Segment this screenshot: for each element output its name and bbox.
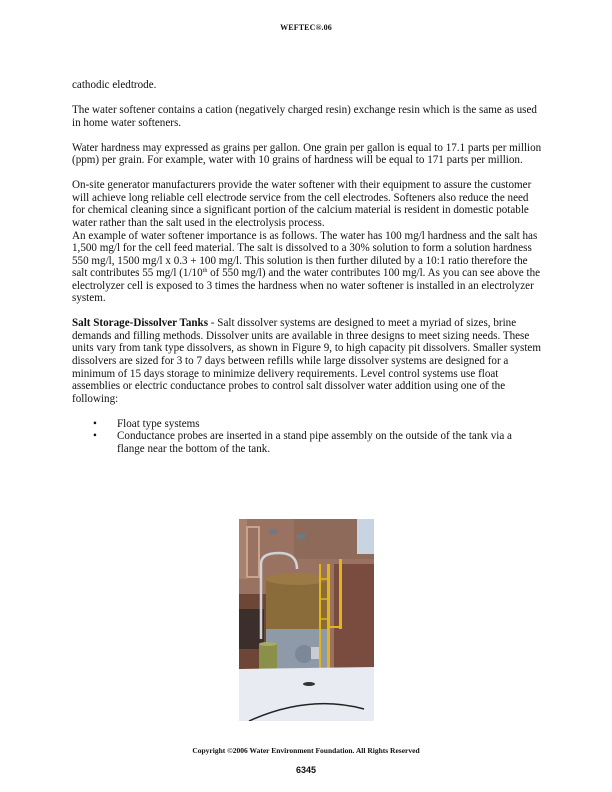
list-item-text: Float type systems bbox=[117, 417, 200, 430]
running-header: WEFTEC®.06 bbox=[280, 23, 332, 32]
list-item-text: Conductance probes are inserted in a stand pipe assembly on the outside of the tank via a flange near the bottom of the tank. bbox=[117, 430, 512, 455]
paragraph bbox=[72, 230, 542, 305]
copyright-footer: Copyright ©2006 Water Environment Foundation. All Rights Reserved bbox=[192, 746, 420, 755]
bullet-icon: • bbox=[93, 417, 97, 430]
superscript: th bbox=[202, 268, 208, 275]
list-item bbox=[72, 418, 542, 431]
text-run: of 550 mg/l) and the water contributes 100 mg/l. As you can see above the electrolyzer cell is exposed to 3 times the hardness when no water softener is installed in an electrolyzer system. bbox=[72, 267, 541, 305]
paragraph: On-site generator manufacturers provide the water softener with their equipment to assure the customer will achieve long reliable cell electrode service from the cell electrodes. Softeners also reduce the need for chemical cleaning since a significant portion of the calcium material is resident in domestic potable water rather than the salt used in the electrolysis process. bbox=[72, 179, 532, 230]
text-run: An example of water softener importance is as follows. The water has 100 mg/l hardness and the salt has 1,500 mg/l for the cell feed material. The salt is dissolved to a 30% solution to form a solution hardness 550 mg/l, 1500 mg/l x 0.3 + 100 mg/l. This solution is then further diluted by a 10:1 ratio therefore the salt contributes 55 mg/l (1/10 bbox=[72, 229, 538, 280]
paragraph: The water softener contains a cation (negatively charged resin) exchange resin which is the same as used in home water softeners. bbox=[72, 104, 537, 129]
bullet-icon: • bbox=[93, 430, 97, 443]
figure-photo bbox=[239, 519, 374, 721]
body-text bbox=[72, 79, 542, 455]
section-heading: Salt Storage-Dissolver Tanks bbox=[72, 317, 209, 330]
text-run: - Salt dissolver systems are designed to meet a myriad of sizes, brine demands and filling methods. Dissolver units are available in three designs to meet sizing needs. These units vary from tank type dissolvers, as shown in Figure 9, to high capacity pit dissolvers. Smaller system dissolvers are sized for 3 to 7 days between refills while large dissolver systems are designed for a minimum of 15 days storage to minimize delivery requirements. Level control systems use float assemblies or electric conductance probes to control salt dissolver water addition using one of the following: bbox=[72, 317, 541, 405]
page-number: 6345 bbox=[295, 765, 317, 775]
paragraph bbox=[72, 317, 542, 405]
paragraph: Water hardness may expressed as grains per gallon. One grain per gallon is equal to 17.1 parts per million (ppm) per grain. For example, water with 10 grains of hardness will be equal to 171 parts per million. bbox=[72, 141, 542, 167]
bullet-list bbox=[72, 418, 542, 456]
list-item bbox=[72, 430, 542, 455]
paragraph: cathodic eledtrode. bbox=[72, 79, 157, 91]
dissolver-tank-photo bbox=[239, 519, 374, 721]
